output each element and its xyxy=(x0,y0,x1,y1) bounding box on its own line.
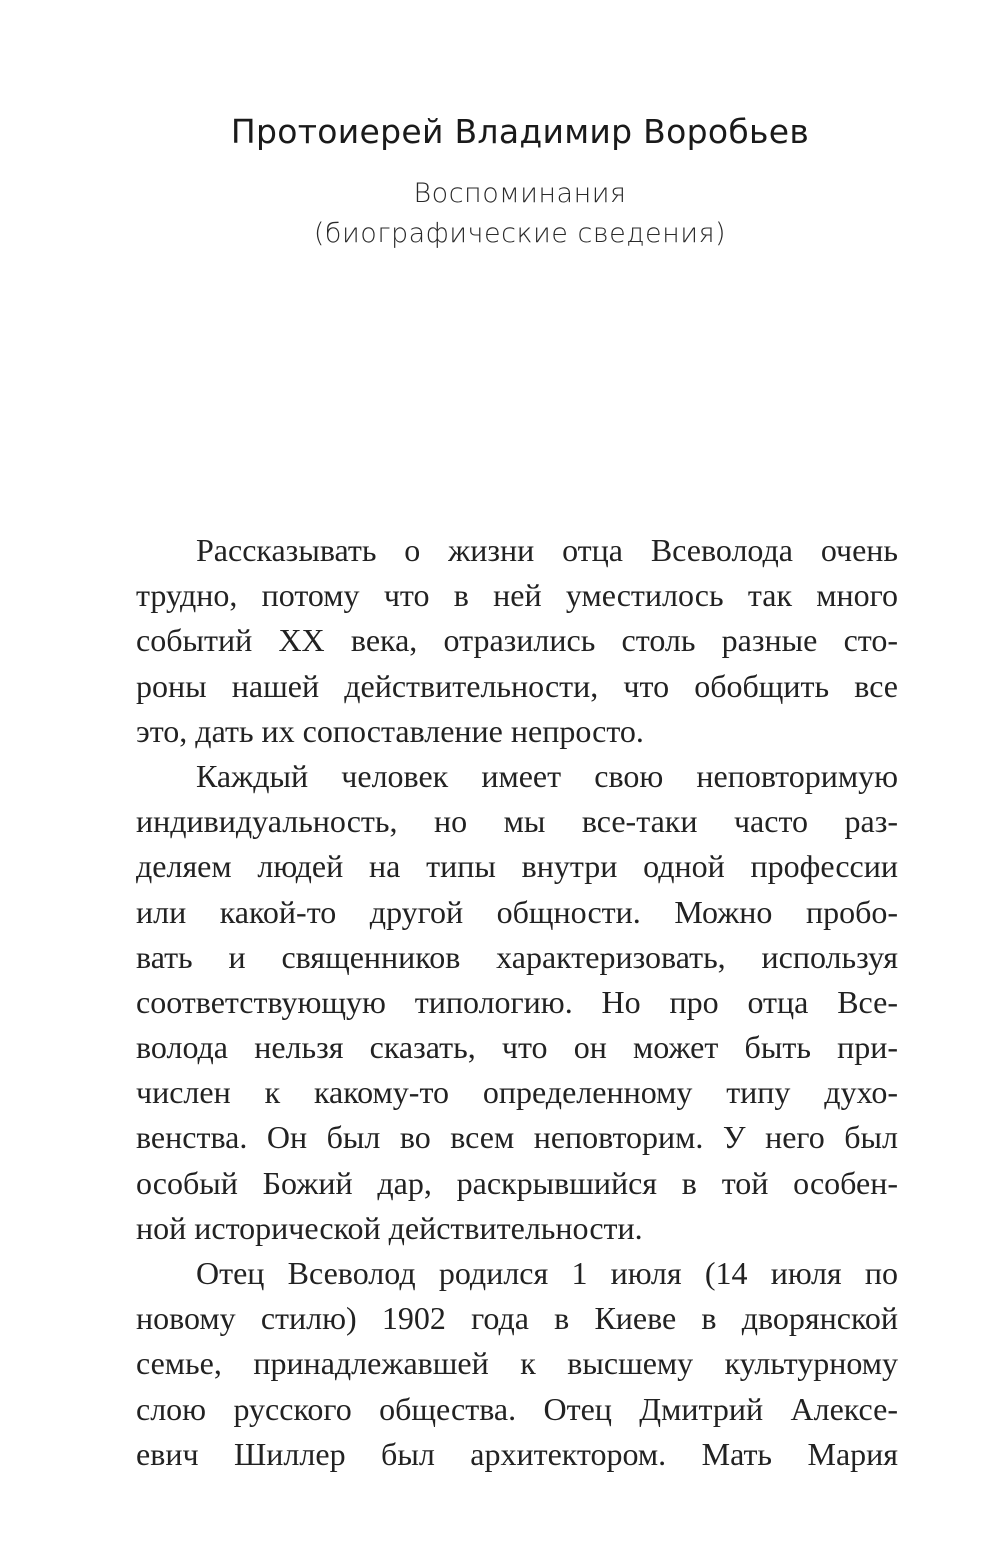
text-line: Каждый человек имеет свою неповторимую xyxy=(196,757,898,794)
text-line: новому стилю) 1902 года в Киеве в дворянской xyxy=(136,1300,898,1337)
text-line: соответствующую типологию. Но про отца Все- xyxy=(136,983,898,1020)
text-line: это, дать их сопоставление непросто. xyxy=(136,712,644,749)
text-line: Рассказывать о жизни отца Всеволода очень xyxy=(196,532,898,568)
author-heading: Протоиерей Владимир Воробьев xyxy=(230,112,810,151)
text-line: семье, принадлежавшей к высшему культурному xyxy=(136,1345,898,1382)
text-line: особый Божий дар, раскрывшийся в той особен- xyxy=(136,1164,898,1201)
subtitle-line-1: Воспоминания xyxy=(413,178,627,209)
text-line: или какой-то другой общности. Можно пробо- xyxy=(136,893,898,930)
body-text xyxy=(136,528,898,1477)
text-line: венства. Он был во всем неповторим. У него был xyxy=(136,1119,898,1156)
text-line: вать и священников характеризовать, используя xyxy=(136,938,898,975)
subtitle xyxy=(0,174,1000,254)
text-line: деляем людей на типы внутри одной профессии xyxy=(136,848,898,885)
text-line: Отец Всеволод родился 1 июля (14 июля по xyxy=(196,1255,898,1291)
text-line: ной исторической действительности. xyxy=(136,1209,643,1246)
text-line: роны нашей действительности, что обобщить все xyxy=(136,667,898,704)
subtitle-line-2: (биографические сведения) xyxy=(313,218,727,249)
text-line: числен к какому-то определенному типу духо- xyxy=(136,1074,898,1111)
text-line: событий XX века, отразились столь разные сто- xyxy=(136,622,898,659)
text-line: трудно, потому что в ней уместилось так много xyxy=(136,577,898,614)
text-line: волода нельзя сказать, что он может быть при- xyxy=(136,1029,898,1066)
text-line: слою русского общества. Отец Дмитрий Алексе- xyxy=(136,1390,898,1427)
text-line: евич Шиллер был архитектором. Мать Мария xyxy=(136,1435,898,1472)
text-line: индивидуальность, но мы все-таки часто раз- xyxy=(136,803,898,840)
